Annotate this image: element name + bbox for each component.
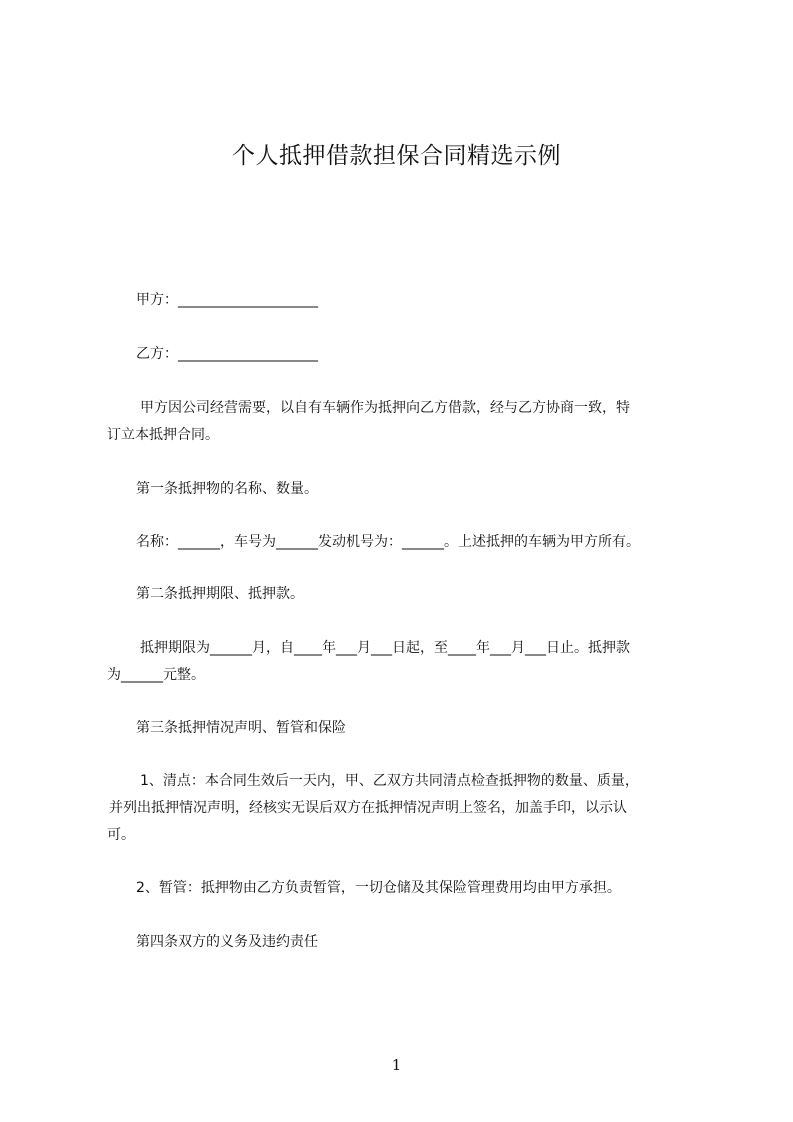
party-a-line: 甲方：____________________ [136,292,318,308]
party-b-line: 乙方：____________________ [136,346,318,362]
intro-paragraph-line-2: 订立本抵押合同。 [107,427,219,443]
intro-paragraph-line-1: 甲方因公司经营需要，以自有车辆作为抵押向乙方借款，经与乙方协商一致，特 [140,400,630,416]
article-3-item-2: 2、暂管：抵押物由乙方负责暂管，一切仓储及其保险管理费用均由甲方承担。 [136,880,621,896]
article-2-body-line-1: 抵押期限为______月，自____年___月___日起，至____年___月___日止。抵押款 [140,640,630,656]
article-3-item-1-line-2: 并列出抵押情况声明，经核实无误后双方在抵押情况声明上签名，加盖手印，以示认 [109,800,627,816]
page-number: 1 [391,1056,402,1074]
article-1-body: 名称：______，车号为______发动机号为：______。上述抵押的车辆为甲方所有。 [136,534,640,550]
article-4-heading: 第四条双方的义务及违约责任 [136,934,318,950]
article-1-heading: 第一条抵押物的名称、数量。 [136,481,318,497]
document-title: 个人抵押借款担保合同精选示例 [232,143,561,169]
article-2-heading: 第二条抵押期限、抵押款。 [136,586,304,602]
article-2-body-line-2: 为______元整。 [107,667,205,683]
article-3-item-1-line-1: 1、清点：本合同生效后一天内，甲、乙双方共同清点检查抵押物的数量、质量， [140,773,639,789]
article-3-item-1-line-3: 可。 [107,827,135,843]
article-3-heading: 第三条抵押情况声明、暂管和保险 [136,720,346,736]
